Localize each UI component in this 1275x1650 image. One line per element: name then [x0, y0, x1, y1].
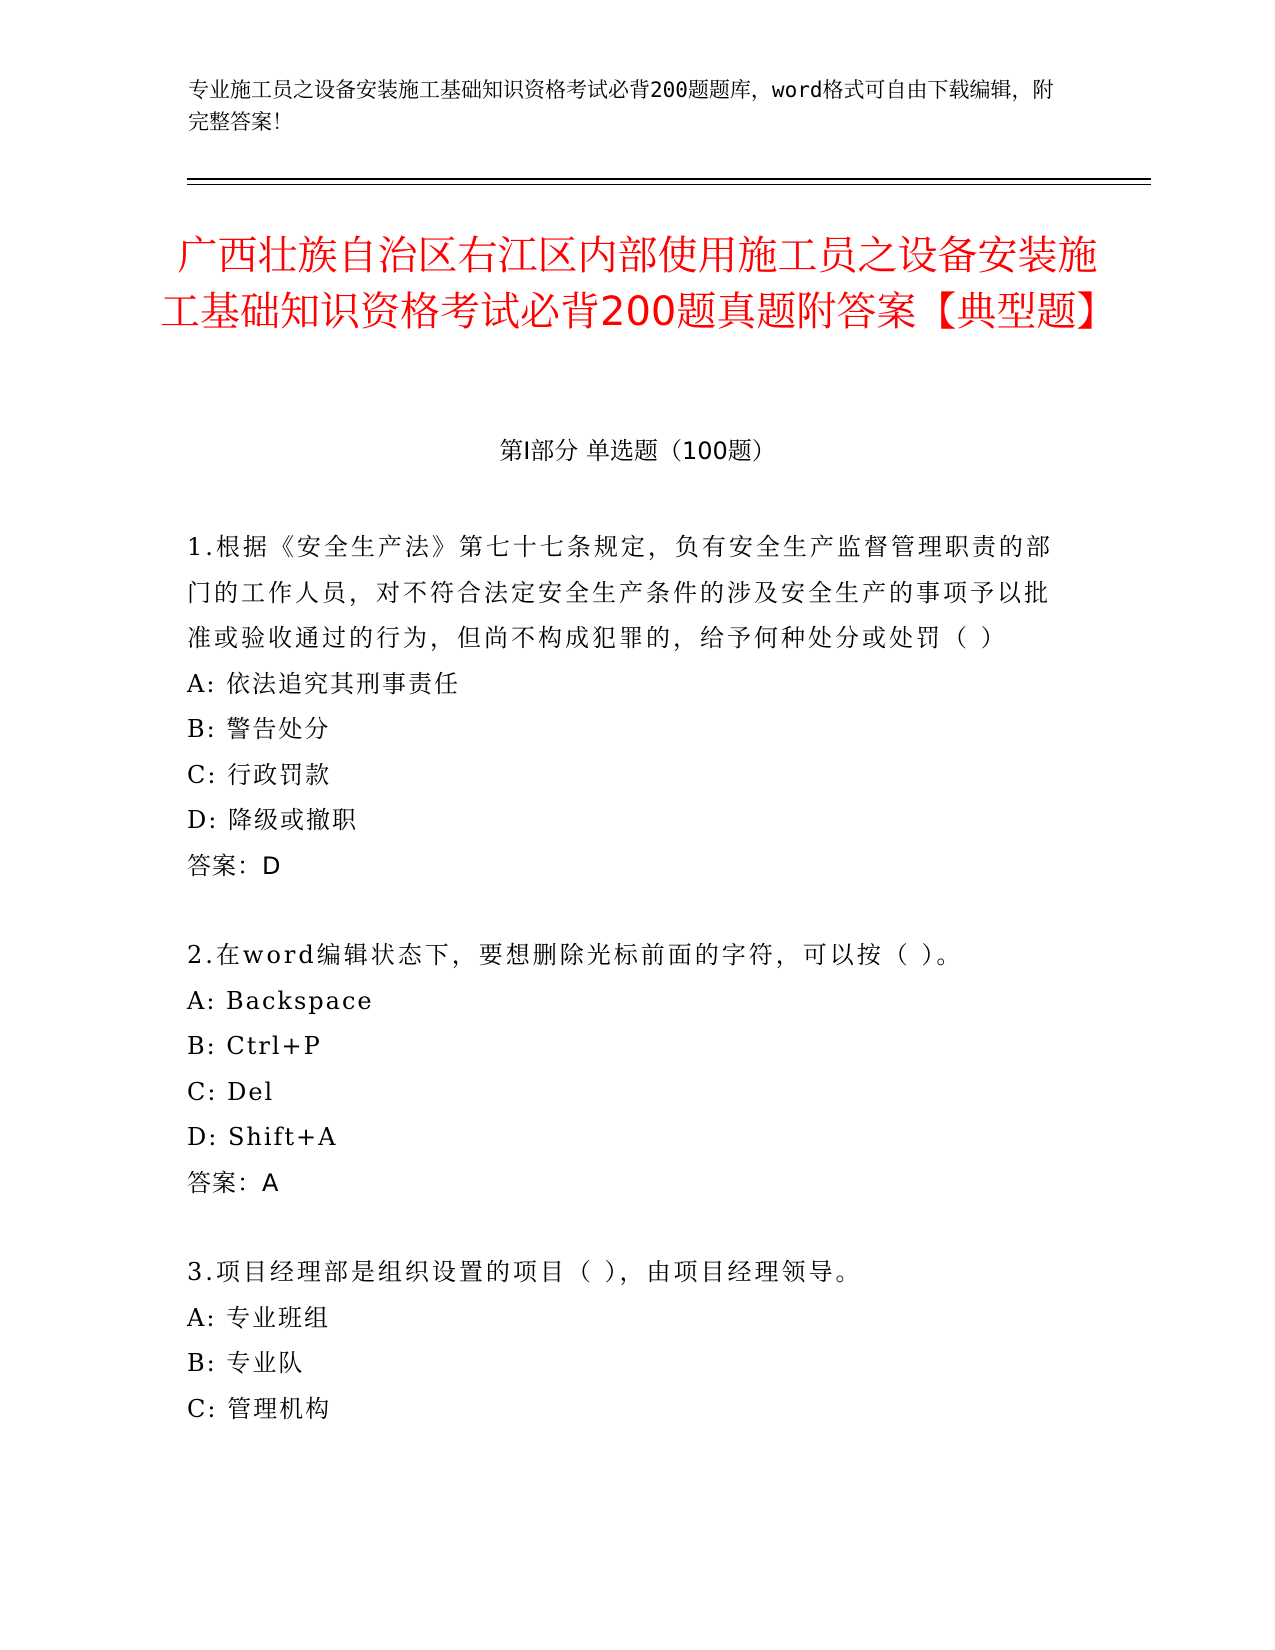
header-divider-thick [187, 178, 1151, 180]
header-divider-thin [187, 184, 1151, 185]
option-d: D: 降级或撤职 [187, 806, 358, 834]
option-c: C: 管理机构 [187, 1394, 332, 1423]
option-a: A: 依法追究其刑事责任 [187, 669, 461, 698]
question-stem: 2.在word编辑状态下，要想删除光标前面的字符，可以按（ ）。 [187, 941, 964, 969]
option-b: B: 专业队 [187, 1349, 305, 1377]
option-a: A: 专业班组 [187, 1303, 331, 1332]
document-title: 广西壮族自治区右江区内部使用施工员之设备安装施工基础知识资格考试必背200题真题附答案【典型题】 [160, 233, 1117, 335]
section-heading: 第Ⅰ部分 单选题（100题） [499, 437, 776, 465]
option-d: D: Shift+A [187, 1123, 338, 1151]
option-c: C: Del [187, 1077, 275, 1106]
question-stem: 1.根据《安全生产法》第七十七条规定，负有安全生产监督管理职责的部门的工作人员，对不符合法定安全生产条件的涉及安全生产的事项予以批准或验收通过的行为，但尚不构成犯罪的，给予何种处分或处罚（ ） [187, 533, 1053, 652]
option-c: C: 行政罚款 [187, 760, 332, 789]
answer: 答案：A [187, 1168, 280, 1197]
question-1 [187, 525, 1067, 889]
question-3 [187, 1250, 1067, 1432]
option-b: B: 警告处分 [187, 715, 331, 743]
answer: 答案：D [187, 851, 282, 880]
header-note: 专业施工员之设备安装施工基础知识资格考试必背200题题库，word格式可自由下载编辑，附完整答案！ [188, 78, 1054, 134]
option-b: B: Ctrl+P [187, 1032, 322, 1060]
option-a: A: Backspace [187, 986, 374, 1015]
question-list [187, 525, 1067, 1476]
question-stem: 3.项目经理部是组织设置的项目（ ），由项目经理领导。 [187, 1258, 863, 1286]
question-2 [187, 933, 1067, 1206]
